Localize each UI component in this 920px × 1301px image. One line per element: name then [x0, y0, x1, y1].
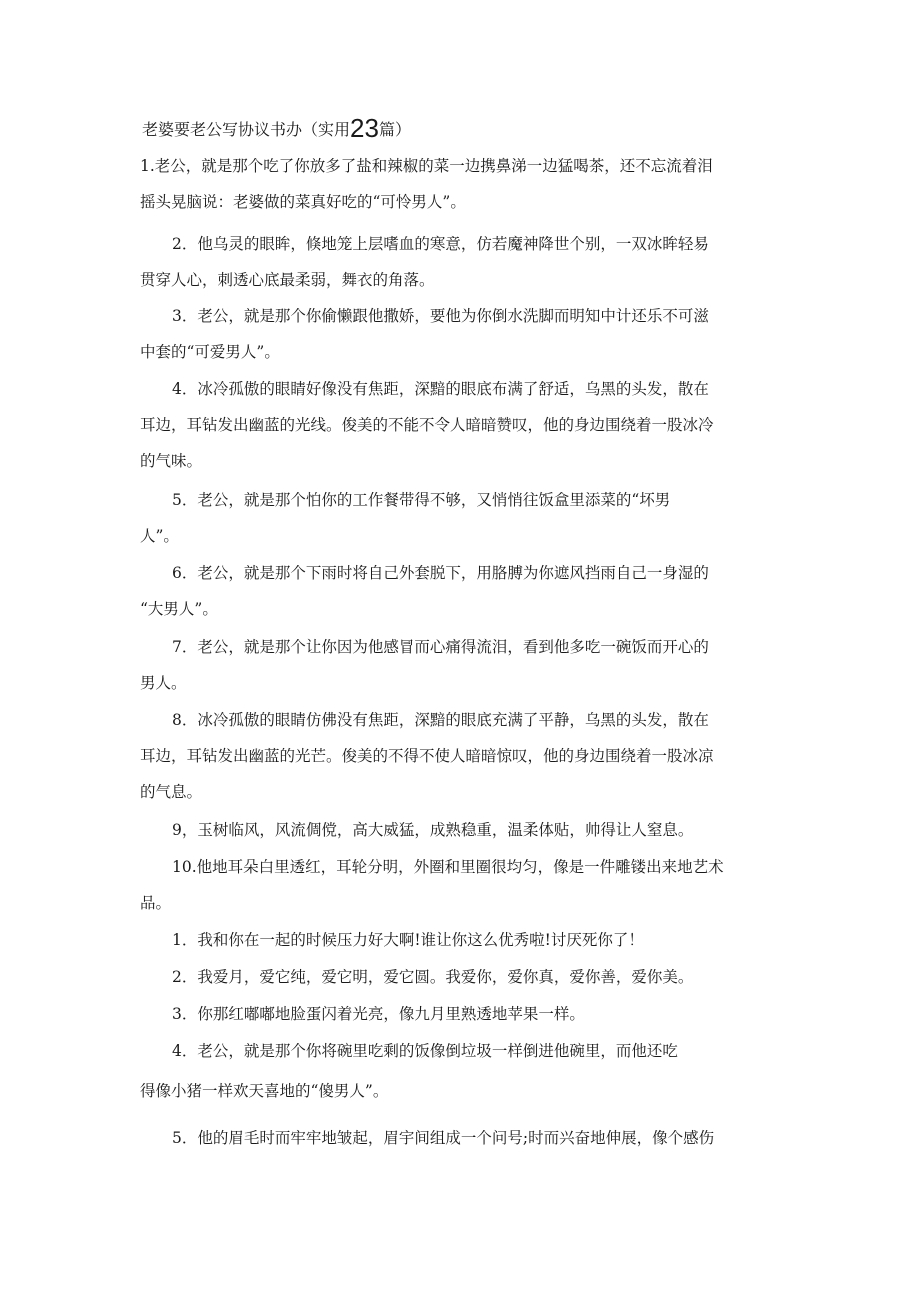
paragraph-line: 品。	[140, 894, 172, 912]
paragraph-line: 人”。	[140, 527, 179, 545]
paragraph-line: 的气味。	[140, 452, 203, 470]
paragraph-15	[140, 1120, 788, 1156]
paragraph-line: 1．我和你在一起的时候压力好大啊!谁让你这么优秀啦!讨厌死你了！	[172, 931, 644, 949]
paragraph-line: “大男人”。	[140, 600, 218, 618]
paragraph-6	[140, 555, 788, 627]
paragraph-line: 4．老公，就是那个你将碗里吃剩的饭像倒垃圾一样倒进他碗里，而他还吃	[172, 1042, 678, 1060]
paragraph-line: 2．我爱月，爱它纯，爱它明，爱它圆。我爱你，爱你真，爱你善，爱你美。	[172, 968, 694, 986]
paragraph-line: 3．老公，就是那个你偷懒跟他撒娇，要他为你倒水洗脚而明知中计还乐不可滋	[172, 307, 709, 325]
paragraph-7	[140, 629, 788, 701]
paragraph-line: 贯穿人心，刺透心底最柔弱，舞衣的角落。	[140, 271, 435, 289]
paragraph-8	[140, 702, 788, 810]
paragraph-line: 5．老公，就是那个怕你的工作餐带得不够，又悄悄往饭盒里添菜的“坏男	[172, 491, 671, 509]
paragraph-3	[140, 298, 788, 370]
paragraph-line: 7．老公，就是那个让你因为他感冒而心痛得流泪，看到他多吃一碗饭而开心的	[172, 638, 709, 656]
paragraph-line: 摇头晃脑说：老婆做的菜真好吃的“可怜男人”。	[140, 193, 466, 211]
paragraph-line: 耳边，耳钻发出幽蓝的光线。俊美的不能不令人暗暗赞叹，他的身边围绕着一股冰冷	[140, 416, 714, 434]
paragraph-12	[140, 959, 788, 995]
title-number: 23	[350, 113, 379, 143]
paragraph-line: 耳边，耳钻发出幽蓝的光芒。俊美的不得不使人暗暗惊叹，他的身边围绕着一股冰凉	[140, 747, 714, 765]
paragraph-14	[140, 1033, 788, 1109]
paragraph-line: 6．老公，就是那个下雨时将自己外套脱下，用胳膊为你遮风挡雨自己一身湿的	[172, 564, 709, 582]
paragraph-line: 4．冰冷孤傲的眼睛好像没有焦距，深黯的眼底布满了舒适，乌黑的头发，散在	[172, 380, 709, 398]
paragraph-line: 1.老公，就是那个吃了你放多了盐和辣椒的菜一边携鼻涕一边猛喝茶，还不忘流着泪	[140, 157, 713, 175]
paragraph-line: 的气息。	[140, 783, 203, 801]
paragraph-5	[140, 482, 788, 554]
paragraph-line: 5．他的眉毛时而牢牢地皱起，眉宇间组成一个问号;时而兴奋地伸展，像个感伤	[172, 1129, 715, 1147]
paragraph-line: 中套的“可爱男人”。	[140, 343, 280, 361]
paragraph-10	[140, 849, 788, 921]
paragraph-line: 2．他乌灵的眼眸，倏地笼上层嗜血的寒意，仿若魔神降世个别，一双冰眸轻易	[172, 235, 709, 253]
paragraph-line: 8．冰冷孤傲的眼睛仿佛没有焦距，深黯的眼底充满了平静，乌黑的头发，散在	[172, 711, 709, 729]
paragraph-11	[140, 922, 788, 958]
paragraph-13	[140, 996, 788, 1032]
paragraph-line: 得像小猪一样欢天喜地的“傻男人”。	[140, 1082, 389, 1100]
paragraph-2	[140, 226, 788, 298]
paragraph-line: 男人。	[140, 674, 187, 692]
title-suffix: 篇）	[378, 120, 411, 139]
paragraph-line: 3．你那红嘟嘟地脸蛋闪着光亮，像九月里熟透地苹果一样。	[172, 1005, 585, 1023]
document-title	[142, 113, 411, 145]
paragraph-line: 10.他地耳朵白里透红，耳轮分明，外圈和里圈很均匀，像是一件雕镂出来地艺术	[172, 858, 724, 876]
paragraph-4	[140, 371, 788, 479]
paragraph-line: 9，玉树临风，风流倜傥，高大威猛，成熟稳重，温柔体贴，帅得让人窒息。	[172, 821, 694, 839]
paragraph-1	[140, 148, 788, 220]
paragraph-9	[140, 812, 788, 848]
title-prefix: 老婆要老公写协议书办（实用	[142, 120, 351, 139]
